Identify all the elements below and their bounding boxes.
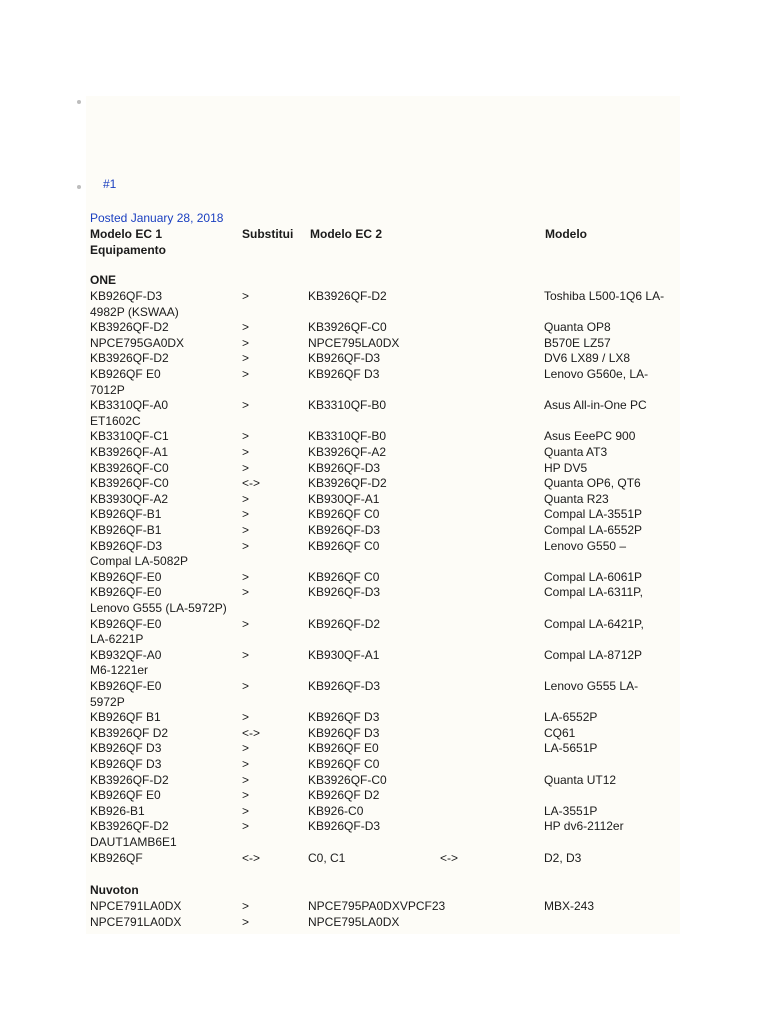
table-cell-c3: KB926QF D3	[308, 710, 380, 725]
table-row	[0, 570, 768, 586]
table-row	[0, 429, 768, 445]
table-cell-c1: KB3930QF-A2	[90, 491, 169, 506]
table-cell-c1: KB926QF-B1	[90, 523, 162, 537]
table-cell-c3: KB926QF-D3	[308, 679, 381, 693]
table-cell-c3: KB926QF-D3	[308, 351, 381, 366]
table-cell-c2: >	[242, 460, 250, 475]
table-row	[0, 398, 768, 414]
table-row	[0, 741, 768, 757]
table-cell-c2: >	[242, 367, 250, 381]
table-cell-c3: KB930QF-A1	[308, 491, 380, 506]
table-cell-c3: KB926QF C0	[308, 569, 380, 584]
table-row	[0, 585, 768, 601]
table-row	[0, 445, 768, 461]
table-cell-c4: Compal LA-6311P,	[544, 585, 643, 600]
table-cell-c3: KB926QF-D3	[308, 585, 381, 600]
table-cell-c3: KB926QF-D3	[308, 523, 381, 537]
table-cell-c3: KB3310QF-B0	[308, 429, 387, 444]
table-cell-c4: Compal LA-8712P	[544, 647, 643, 662]
table-cell-c2: >	[242, 914, 250, 929]
table-cell-c2: >	[242, 772, 250, 787]
table-cell-c3: KB926QF C0	[308, 757, 380, 771]
table-cell-c1: NPCE791LA0DX	[90, 899, 182, 913]
table-cell-c2: >	[242, 538, 250, 553]
table-cell-c1: KB3926QF-A1	[90, 445, 169, 459]
table-cell-c1: KB3926QF D2	[90, 725, 169, 740]
table-cell-c3: KB3926QF-D2	[308, 289, 387, 303]
table-row	[0, 351, 768, 367]
table-cell-c1: KB926QF	[90, 850, 143, 865]
table-cell-c2: >	[242, 335, 250, 350]
table-row	[0, 367, 768, 383]
section-one-title: ONE	[90, 273, 117, 287]
table-cell-c2: >	[242, 351, 250, 366]
table-cell-c1: KB926QF-B1	[90, 507, 162, 522]
table-cell-c4: Quanta OP6, QT6	[544, 476, 641, 491]
table-cell-c3: KB926QF-D3	[308, 460, 381, 475]
table-cell-c1: KB926QF E0	[90, 367, 161, 381]
table-cell-c1: KB926-B1	[90, 803, 145, 818]
table-cell-c2: >	[242, 757, 250, 771]
table-row	[0, 523, 768, 539]
table-cell-c1: KB926QF-E0	[90, 569, 162, 584]
table-row	[0, 679, 768, 695]
section-nuvoton-title: Nuvoton	[90, 883, 139, 897]
table-cell-c1: KB3926QF-C0	[90, 460, 169, 475]
table-cell-c1: NPCE795GA0DX	[90, 335, 185, 350]
table-cell-c2: >	[242, 819, 250, 834]
table-cell-c4: MBX-243	[544, 899, 595, 913]
table-cell-continuation: Lenovo G555 (LA-5972P)	[90, 601, 227, 615]
table-cell-c1: KB3926QF-D2	[90, 320, 169, 335]
table-cell-c2: >	[242, 585, 250, 600]
table-row	[0, 617, 768, 633]
table-cell-c1: KB3926QF-D2	[90, 351, 169, 366]
table-cell-continuation: 7012P	[90, 382, 125, 397]
table-row	[0, 819, 768, 835]
table-cell-c4: Asus All-in-One PC	[544, 398, 647, 413]
table-row	[0, 648, 768, 664]
table-cell-c4: Quanta AT3	[544, 445, 608, 459]
table-row	[0, 539, 768, 555]
table-cell-continuation: ET1602C	[90, 413, 141, 428]
table-cell-c2: >	[242, 803, 250, 818]
table-cell-c1: NPCE791LA0DX	[90, 914, 182, 929]
table-cell-c3: KB930QF-A1	[308, 647, 380, 662]
table-cell-c3: KB926QF C0	[308, 507, 380, 522]
table-cell-c3: KB926QF E0	[308, 741, 379, 756]
table-cell-c3: KB3926QF-D2	[308, 476, 387, 491]
table-cell-continuation: LA-6221P	[90, 632, 144, 647]
table-cell-continuation: Compal LA-5082P	[90, 554, 189, 569]
table-cell-c3: KB926QF-D2	[308, 616, 381, 631]
table-cell-continuation: DAUT1AMB6E1	[90, 835, 177, 849]
table-row	[0, 757, 768, 773]
header-equipamento: Equipamento	[90, 243, 167, 257]
table-cell-c3: NPCE795PA0DXVPCF23	[308, 899, 446, 913]
table-cell-c3: KB3310QF-B0	[308, 398, 387, 413]
table-cell-c2: >	[242, 616, 250, 631]
table-cell-c2: >	[242, 507, 250, 522]
table-cell-c1: KB926QF E0	[90, 788, 161, 803]
table-row	[0, 773, 768, 789]
header-modelo-ec1: Modelo EC 1	[90, 227, 163, 241]
table-cell-continuation: 5972P	[90, 694, 125, 709]
table-cell-c4: Quanta R23	[544, 491, 609, 506]
table-cell-c3: KB926QF D3	[308, 725, 380, 740]
table-cell-c4: Toshiba L500-1Q6 LA-	[544, 289, 665, 303]
table-cell-c2: >	[242, 523, 250, 537]
table-cell-c2: >	[242, 741, 250, 756]
table-cell-c1: KB3310QF-C1	[90, 429, 169, 444]
table-cell-c2: <->	[242, 850, 261, 865]
post-number-link[interactable]: #1	[103, 177, 117, 191]
list-bullet	[77, 185, 81, 189]
table-row	[0, 320, 768, 336]
table-cell-c3: KB926QF C0	[308, 538, 380, 553]
table-row	[0, 804, 768, 820]
table-cell-c2: >	[242, 491, 250, 506]
table-cell-c2: >	[242, 788, 250, 803]
table-cell-c3: C0, C1	[308, 850, 346, 865]
table-cell-c2: >	[242, 679, 250, 693]
table-cell-c2: >	[242, 899, 250, 913]
header-modelo: Modelo	[545, 227, 587, 241]
table-cell-c1: KB926QF-D3	[90, 289, 163, 303]
table-row	[0, 336, 768, 352]
table-row	[0, 507, 768, 523]
table-cell-c2: >	[242, 398, 250, 413]
header-modelo-ec2: Modelo EC 2	[310, 227, 383, 241]
table-cell-c2: >	[242, 429, 250, 444]
table-cell-c4: Lenovo G555 LA-	[544, 679, 639, 693]
table-cell-c4: Quanta OP8	[544, 320, 611, 335]
table-cell-continuation: 4982P (KSWAA)	[90, 304, 179, 319]
table-cell-c4: DV6 LX89 / LX8	[544, 351, 631, 366]
table-cell-c4: Asus EeePC 900	[544, 429, 636, 444]
table-cell-c3: KB3926QF-A2	[308, 445, 387, 459]
table-cell-c3: KB926QF D3	[308, 367, 380, 381]
table-cell-c2: <->	[242, 476, 261, 491]
table-cell-c4: Compal LA-6421P,	[544, 616, 644, 631]
table-cell-c2: >	[242, 445, 250, 459]
table-cell-c1: KB926QF-E0	[90, 679, 162, 693]
table-row	[0, 710, 768, 726]
table-cell-c2: >	[242, 647, 250, 662]
table-cell-c4: Compal LA-6552P	[544, 523, 643, 537]
table-cell-c3: KB926QF D2	[308, 788, 380, 803]
list-bullet	[77, 100, 81, 104]
table-cell-c1: KB926QF B1	[90, 710, 161, 725]
table-cell-c4: Compal LA-3551P	[544, 507, 643, 522]
table-row	[0, 476, 768, 492]
table-cell-c4: Compal LA-6061P	[544, 569, 643, 584]
table-row	[0, 788, 768, 804]
table-cell-c3: KB926-C0	[308, 803, 364, 818]
table-cell-c4: HP DV5	[544, 460, 588, 475]
table-cell-c3: KB926QF-D3	[308, 819, 381, 834]
table-cell-c3: KB3926QF-C0	[308, 772, 387, 787]
table-cell-c1: KB926QF-E0	[90, 616, 162, 631]
header-substitui: Substitui	[242, 227, 294, 241]
table-cell-continuation: M6-1221er	[90, 663, 149, 678]
table-cell-c4: Lenovo G560e, LA-	[544, 367, 649, 381]
table-cell-c4: Lenovo G550 –	[544, 538, 627, 553]
table-cell-c3b: <->	[440, 850, 459, 865]
posted-date: Posted January 28, 2018	[90, 211, 224, 225]
table-row	[0, 726, 768, 742]
table-cell-c3: NPCE795LA0DX	[308, 335, 400, 350]
table-cell-c2: <->	[242, 725, 261, 740]
table-cell-c4: LA-5651P	[544, 741, 598, 756]
table-row	[0, 899, 768, 915]
table-cell-c1: KB3310QF-A0	[90, 398, 169, 413]
table-cell-c4: B570E LZ57	[544, 335, 611, 350]
table-row	[0, 461, 768, 477]
table-cell-c1: KB926QF D3	[90, 741, 162, 756]
table-cell-c3: NPCE795LA0DX	[308, 914, 400, 929]
table-cell-c4: LA-6552P	[544, 710, 598, 725]
table-cell-c1: KB926QF D3	[90, 757, 162, 771]
table-cell-c1: KB3926QF-D2	[90, 819, 169, 834]
table-cell-c2: >	[242, 710, 250, 725]
table-cell-c1: KB3926QF-C0	[90, 476, 169, 491]
table-cell-c2: >	[242, 569, 250, 584]
table-cell-c1: KB926QF-E0	[90, 585, 162, 600]
table-cell-c4: LA-3551P	[544, 803, 598, 818]
table-cell-c1: KB926QF-D3	[90, 538, 163, 553]
table-row	[0, 915, 768, 931]
table-cell-c1: KB3926QF-D2	[90, 772, 169, 787]
table-cell-c2: >	[242, 289, 250, 303]
table-row	[0, 851, 768, 867]
table-row	[0, 289, 768, 305]
table-cell-c4: D2, D3	[544, 850, 582, 865]
table-cell-c2: >	[242, 320, 250, 335]
table-cell-c4: HP dv6-2112er	[544, 819, 624, 834]
table-cell-c4: CQ61	[544, 725, 576, 740]
table-cell-c1: KB932QF-A0	[90, 647, 162, 662]
table-row	[0, 492, 768, 508]
table-cell-c4: Quanta UT12	[544, 772, 617, 787]
table-cell-c3: KB3926QF-C0	[308, 320, 387, 335]
